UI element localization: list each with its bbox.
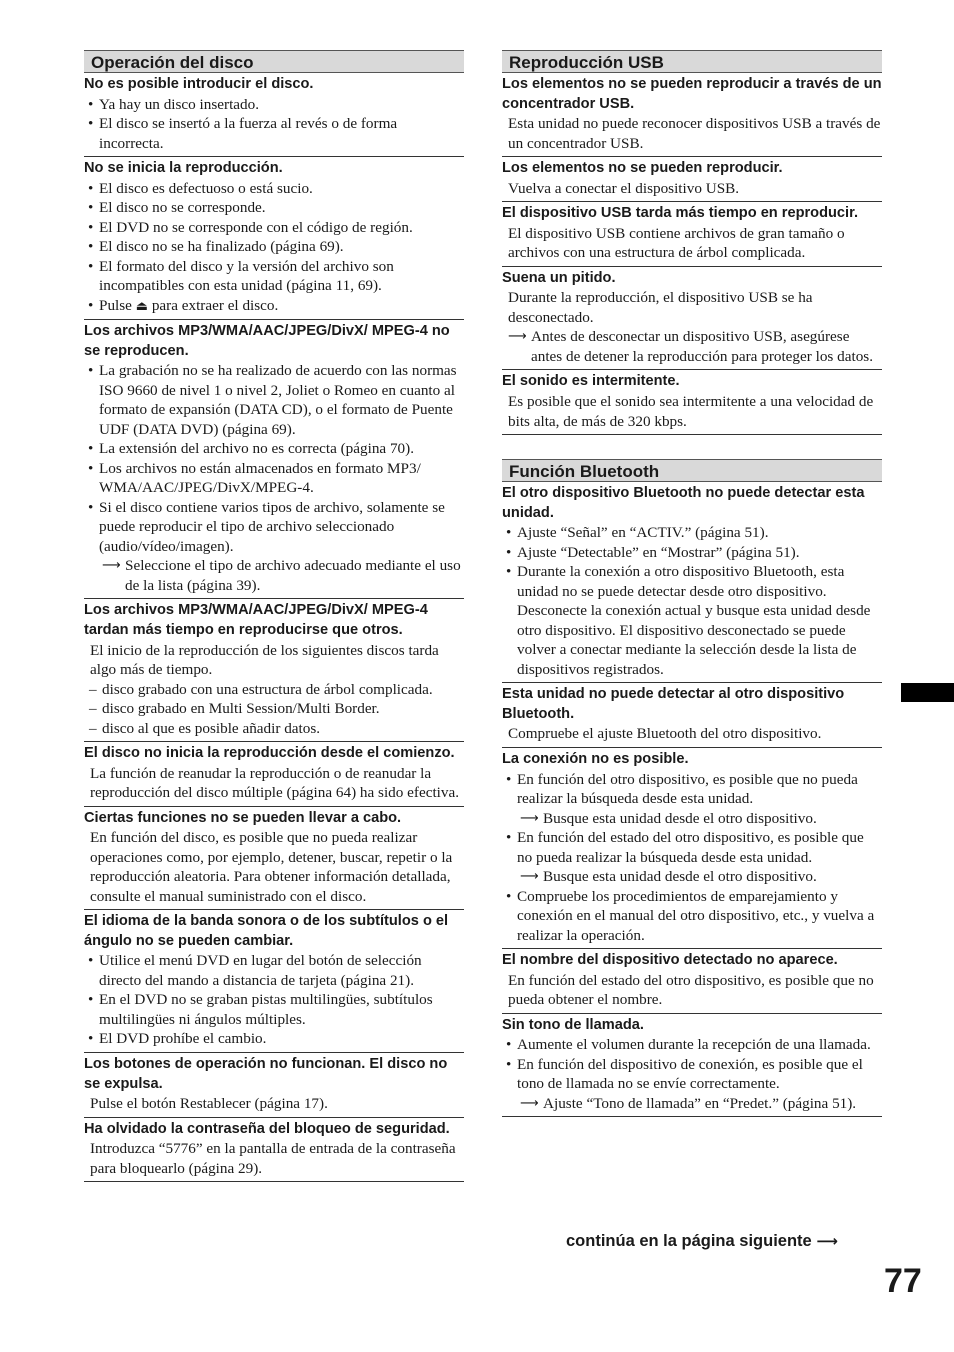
problem-item [84,320,464,599]
bullet-item: • El disco se insertó a la fuerza al revés o de forma incorrecta. [84,114,464,153]
arrow-right-icon: ⟶ [520,810,539,826]
bullet-item: • El disco no se corresponde. [84,198,464,218]
bullet-item: • Aumente el volumen durante la recepción de una llamada. [502,1035,882,1055]
problem-item [84,1118,464,1183]
arrow-item [502,327,882,366]
bullet-item: • El disco es defectuoso o está sucio. [84,179,464,199]
bullet-item: • El DVD prohíbe el cambio. [84,1029,464,1049]
problem-text: El inicio de la reproducción de los siguientes discos tarda algo más de tiempo. [90,641,439,679]
problem-title: Ha olvidado la contraseña del bloqueo de seguridad. [84,1120,450,1137]
bullet-item: • Durante la conexión a otro dispositivo Bluetooth, esta unidad no se puede detectar desde otro dispositivo. Desconecte la conexión actual y busque esta unidad desde otro dispositivo. El dispositivo desconectado se puede volver a conectar mediante la selección desde la lista de dispositivos registrados. [502,562,882,679]
problem-item [84,807,464,911]
problem-title: No se inicia la reproducción. [84,160,283,177]
section-title-bluetooth: Función Bluetooth [502,459,882,482]
problem-title: Los elementos no se pueden reproducir. [502,160,783,177]
right-column [502,50,882,1117]
dash-item: – disco grabado en Multi Session/Multi Border. [84,699,464,719]
arrow-right-icon: ⟶ [520,1095,539,1111]
problem-title: El idioma de la banda sonora o de los subtítulos o el ángulo no se pueden cambiar. [84,913,449,949]
problem-title: El nombre del dispositivo detectado no aparece. [502,952,838,969]
problem-text: Introduzca “5776” en la pantalla de entrada de la contraseña para bloquearlo (página 29). [90,1140,456,1177]
bullet-item: • Los archivos no están almacenados en formato MP3/ WMA/AAC/JPEG/DivX/MPEG-4. [84,459,464,498]
problem-title: El disco no inicia la reproducción desde el comienzo. [84,745,455,762]
arrow-text: Seleccione el tipo de archivo adecuado mediante el uso de la lista (página 39). [125,557,461,594]
eject-icon: ⏏ [135,298,149,314]
problem-item [84,1053,464,1118]
bullet-item: • Compruebe los procedimientos de emparejamiento y conexión en el manual del otro dispositivo, etc., y vuelva a realizar la operación. [502,887,882,946]
bullet-item: • El DVD no se corresponde con el código de región. [84,218,464,238]
section-title-usb: Reproducción USB [502,50,882,73]
bullet-item: • Ya hay un disco insertado. [84,95,464,115]
problem-item [84,910,464,1053]
problem-text: El dispositivo USB contiene archivos de gran tamaño o archivos con una estructura de árbol complicada. [508,224,845,262]
page-number: 77 [884,1262,922,1300]
arrow-item [84,556,464,595]
problem-title: El dispositivo USB tarda más tiempo en reproducir. [502,205,859,222]
dash-item: – disco al que es posible añadir datos. [84,719,464,739]
arrow-right-icon: ⟶ [816,1232,838,1250]
problem-text: La función de reanudar la reproducción o de reanudar la reproducción del disco múltiple (página 64) ha sido efectiva. [90,764,460,802]
bullet-item [84,296,464,317]
problem-title: Los elementos no se pueden reproducir a través de un concentrador USB. [502,76,882,112]
problem-title: Los archivos MP3/WMA/AAC/JPEG/DivX/ MPEG-4 tardan más tiempo en reproducirse que otros. [84,602,428,638]
bullet-item: • Ajuste “Detectable” en “Mostrar” (página 51). [502,543,882,563]
arrow-right-icon: ⟶ [520,869,539,885]
problem-title: La conexión no es posible. [502,750,689,767]
problem-item [502,267,882,371]
problem-title: El sonido es intermitente. [502,373,680,390]
bullet-item: • Utilice el menú DVD en lugar del botón de selección directo del mando a distancia de tarjeta (página 21). [84,951,464,990]
problem-title: Suena un pitido. [502,269,616,286]
arrow-text: Busque esta unidad desde el otro dispositivo. [543,809,817,827]
bullet-item: • En función del estado del otro dispositivo, es posible que no pueda realizar la búsqueda desde esta unidad. [502,828,882,867]
bullet-item: • En el DVD no se graban pistas multilingües, subtítulos multilingües ni ángulos múltiples. [84,990,464,1029]
section-tab-marker [901,683,954,702]
bullet-text-pre: Pulse [99,296,132,314]
dash-item: – disco grabado con una estructura de árbol complicada. [84,680,464,700]
problem-text: Compruebe el ajuste Bluetooth del otro dispositivo. [508,725,822,743]
problem-title: Los botones de operación no funcionan. El disco no se expulsa. [84,1055,448,1092]
left-column [84,50,464,1182]
arrow-text: Busque esta unidad desde el otro dispositivo. [543,868,817,886]
problem-text: Es posible que el sonido sea intermitente a una velocidad de bits alta, de más de 320 kbps. [508,393,874,430]
problem-text: Esta unidad no puede reconocer dispositivos USB a través de un concentrador USB. [508,115,881,152]
problem-text: Durante la reproducción, el dispositivo USB se ha desconectado. [508,289,813,326]
arrow-item [502,1094,882,1114]
bullet-item: • El disco no se ha finalizado (página 69). [84,237,464,257]
problem-item [502,1014,882,1118]
problem-item [502,157,882,202]
bullet-text-post: para extraer el disco. [151,296,279,314]
problem-item [502,949,882,1014]
problem-item [502,202,882,267]
arrow-item [502,867,882,887]
continue-note [566,1232,884,1251]
problem-text: En función del estado del otro dispositivo, es posible que no pueda obtener el nombre. [508,971,874,1009]
bullet-item: • Ajuste “Señal” en “ACTIV.” (página 51). [502,523,882,543]
section-title-disc: Operación del disco [84,50,464,73]
problem-text: Pulse el botón Restablecer (página 17). [90,1095,328,1113]
arrow-item [502,809,882,829]
bullet-item: • En función del otro dispositivo, es posible que no pueda realizar la búsqueda desde esta unidad. [502,770,882,809]
bullet-item: • La extensión del archivo no es correcta (página 70). [84,439,464,459]
problem-item [502,73,882,157]
problem-title: Ciertas funciones no se pueden llevar a cabo. [84,809,402,826]
problem-title: No es posible introducir el disco. [84,76,314,92]
arrow-right-icon: ⟶ [102,558,121,574]
problem-item [84,73,464,157]
problem-text: Vuelva a conectar el dispositivo USB. [508,179,740,197]
problem-item [84,157,464,320]
bullet-item: • La grabación no se ha realizado de acuerdo con las normas ISO 9660 de nivel 1 o nivel 2, Joliet o Romeo en cuanto al formato de expansión (DATA CD), o el formato de Puente UDF (DATA DVD) (página 69). [84,361,464,439]
problem-title: Los archivos MP3/WMA/AAC/JPEG/DivX/ MPEG-4 no se reproducen. [84,323,450,359]
problem-item [84,599,464,742]
continue-text: continúa en la página siguiente [566,1232,812,1250]
bullet-item: • El formato del disco y la versión del archivo son incompatibles con esta unidad (página 11, 69). [84,257,464,296]
bullet-item: • Si el disco contiene varios tipos de archivo, solamente se puede reproducir el tipo de archivo seleccionado (audio/vídeo/imagen). [84,498,464,557]
problem-item [502,482,882,683]
problem-title: Esta unidad no puede detectar al otro dispositivo Bluetooth. [502,686,845,722]
arrow-text: Ajuste “Tono de llamada” en “Predet.” (página 51). [543,1094,857,1112]
bullet-item: • En función del dispositivo de conexión, es posible que el tono de llamada no se envíe correctamente. [502,1055,882,1094]
problem-item [84,742,464,807]
problem-item [502,370,882,435]
problem-title: Sin tono de llamada. [502,1016,644,1033]
problem-item [502,748,882,949]
arrow-right-icon: ⟶ [508,329,527,345]
problem-title: El otro dispositivo Bluetooth no puede detectar esta unidad. [502,485,865,521]
problem-item [502,683,882,748]
arrow-text: Antes de desconectar un dispositivo USB, asegúrese antes de detener la reproducción para proteger los datos. [531,328,873,365]
problem-text: En función del disco, es posible que no pueda realizar operaciones como, por ejemplo, detener, buscar, repetir o la reproducción aleatoria. Para obtener información detallada, consulte el manual suministrado con el disco. [90,829,453,905]
